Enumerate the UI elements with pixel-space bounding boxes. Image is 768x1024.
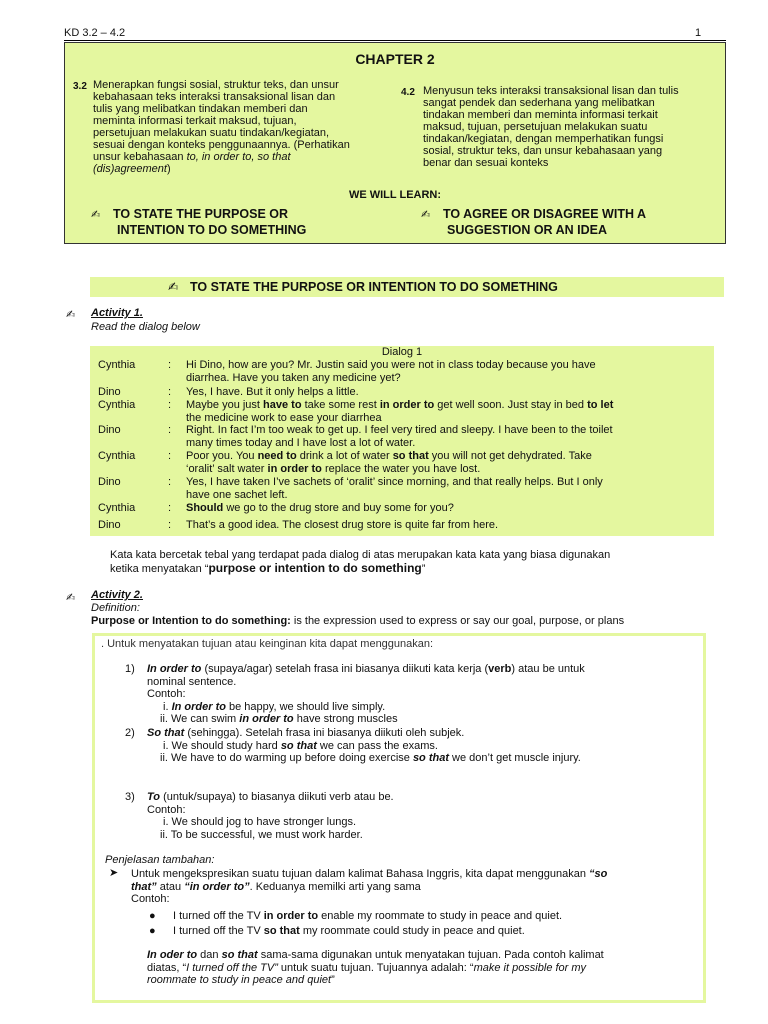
learn-item-agree: ✍ TO AGREE OR DISAGREE WITH A SUGGESTION OR AN IDEA (421, 207, 647, 237)
item-number: 1) (125, 663, 135, 675)
box-intro: . Untuk menyatakan tujuan atau keinginan kita dapat menggunakan: (101, 638, 434, 650)
learn-item-purpose: ✍ TO STATE THE PURPOSE OR INTENTION TO DO SOMETHING (91, 207, 307, 237)
kd32-text: Menerapkan fungsi sosial, struktur teks, dan unsur kebahasaan teks interaksi transaksional lisan dan tulis yang melibatkan tindakan memberi dan meminta informasi terkait maksud, tujuan, persetujuan melakukan suatu tindakan/kegiatan, sesuai dengan konteks penggunaannya. (Perhatikan unsur kebahasaan to, in order to, so that (dis)agreement) (93, 79, 350, 175)
note-paragraph: Kata kata bercetak tebal yang terdapat pada dialog di atas merupakan kata kata yang biasa digunakan ketika menyatakan “purpose or intention to do something” (110, 549, 611, 575)
header-divider (64, 40, 726, 41)
arrow-icon: ➤ (109, 867, 119, 879)
pen-icon: ✍ (421, 209, 431, 221)
section-title: TO STATE THE PURPOSE OR INTENTION TO DO SOMETHING (190, 280, 558, 294)
dialog-box: Dialog 1 Cynthia : Hi Dino, how are you? Mr. Justin said you were not in class today because you have diarrhea. Have you taken any medicine yet? Dino : Yes, I have. But it only helps a little. Cynthia : Maybe you just have to take some rest in order to get well soon. Just stay in bed to let the medicine work to ease your diarrhea Dino : Right. In fact I’m too weak to get up. I feel very tired and sleepy. I have been to the toilet many times today and I have lost a lot of water. Cynthia : Poor you. You need to drink a lot of water so that you will not get dehydrated. Take ‘oralit’ salt water in order to replace the water you have lost. Dino : Yes, I have taken I’ve sachets of ‘oralit’ since morning, and that really helps. But I only have one sachet left. Cynthia : Should we go to the drug store and buy some for you? Dino : That’s a good idea. The closest drug store is quite far from here. (90, 346, 714, 536)
chapter-box (64, 42, 726, 244)
final-explanation: In oder to dan so that sama-sama digunakan untuk menyatakan tujuan. Pada contoh kalimat diatas, “I turned off the TV” untuk suatu tujuan. Tujuannya adalah: “make it possible for my roommate to study in peace and quiet” (147, 949, 604, 986)
chapter-title: CHAPTER 2 (355, 51, 435, 67)
item-number: 2) (125, 727, 135, 739)
example-bullet: I turned off the TV in order to enable my roommate to study in peace and quiet. (173, 910, 563, 922)
extra-text: Untuk mengekspresikan suatu tujuan dalam kalimat Bahasa Inggris, kita dapat menggunakan “so that” atau “in order to”. Keduanya memilki arti yang sama Contoh: (131, 868, 608, 905)
pen-icon: ✍ (66, 592, 76, 604)
we-will-learn-title: WE WILL LEARN: (348, 189, 442, 201)
pen-icon: ✍ (168, 280, 179, 294)
bullet-icon: ● (149, 910, 156, 922)
extra-title: Penjelasan tambahan: (105, 854, 215, 866)
bullet-icon: ● (149, 925, 156, 937)
kd42-number: 4.2 (401, 87, 415, 98)
kd32-number: 3.2 (73, 81, 87, 92)
item-to: To (untuk/supaya) to biasanya diikuti verb atau be. Contoh: i. We should jog to have stronger lungs. ii. To be successful, we must work harder. (147, 791, 394, 841)
activity1-instruction: Read the dialog below (91, 321, 200, 333)
example-bullet: I turned off the TV so that my roommate could study in peace and quiet. (173, 925, 525, 937)
pen-icon: ✍ (66, 309, 76, 321)
dialog-title: Dialog 1 (381, 346, 423, 358)
item-so-that: So that (sehingga). Setelah frasa ini biasanya diikuti oleh subjek. i. We should study hard so that we can pass the exams. ii. We have to do warming up before doing exercise so that we don’t get muscle injury. (147, 727, 581, 764)
kd42-text: Menyusun teks interaksi transaksional lisan dan tulis sangat pendek dan sederhana yang melibatkan tindakan memberi dan meminta informasi terkait maksud, tujuan, persetujuan melakukan suatu tindakan/kegiatan, dengan memperhatikan fungsi sosial, struktur teks, dan unsur kebahasaan yang benar dan sesuai konteks (423, 85, 679, 169)
item-in-order-to: In order to (supaya/agar) setelah frasa ini biasanya diikuti kata kerja (verb) atau be untuk nominal sentence. Contoh: i. In order to be happy, we should live simply. ii. We can swim in order to have strong muscles (147, 663, 585, 725)
section-title-bar (90, 277, 724, 297)
definition-text: Purpose or Intention to do something: is the expression used to express or say our goal, purpose, or plans (91, 615, 625, 627)
header-code: KD 3.2 – 4.2 (64, 27, 126, 39)
item-number: 3) (125, 791, 135, 803)
activity2-title: Activity 2. (91, 589, 143, 601)
page-number: 1 (695, 27, 702, 39)
activity1-title: Activity 1. (91, 307, 143, 319)
explanation-box (92, 633, 706, 1003)
pen-icon: ✍ (91, 209, 101, 221)
definition-label: Definition: (91, 602, 140, 614)
